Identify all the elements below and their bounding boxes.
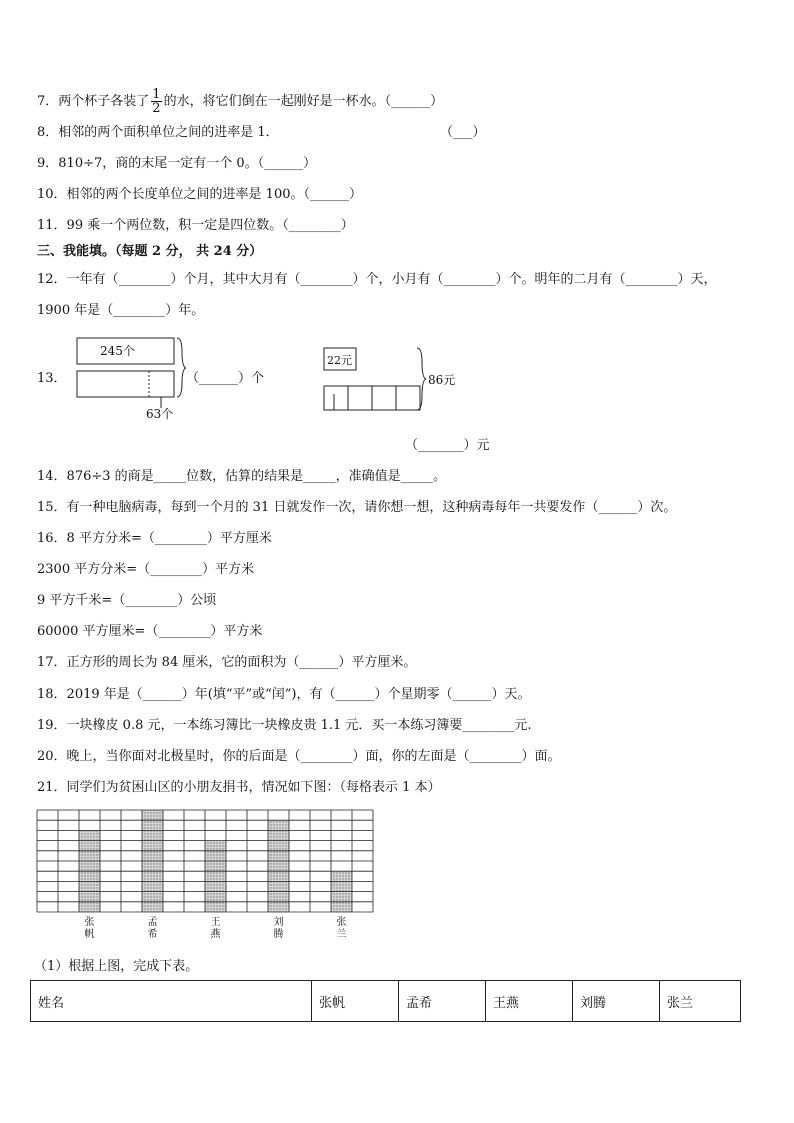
diagram-box-bottom xyxy=(77,371,174,397)
q13-answer-2: （_______）元 xyxy=(405,438,490,453)
q7-text-pre: 7．两个杯子各装了 xyxy=(37,94,150,109)
bar xyxy=(268,820,289,912)
cell-2 xyxy=(348,386,372,410)
category-label: 燕 xyxy=(210,929,221,940)
category-label: 帆 xyxy=(84,929,95,940)
question-12-line1: 12．一年有（________）个月，其中大月有（________）个，小月有（________）个。明年的二月有（________）天， xyxy=(37,272,717,287)
donation-bar-chart xyxy=(36,809,384,949)
table-cell: 刘腾 xyxy=(573,981,660,1022)
q13-diagram-right xyxy=(318,344,468,416)
category-label: 张 xyxy=(84,917,95,928)
category-label: 孟 xyxy=(147,917,158,928)
q8-text: 8．相邻的两个面积单位之间的进率是 1． xyxy=(37,125,279,140)
question-17: 17．正方形的周长为 84 厘米，它的面积为（______）平方厘米。 xyxy=(37,655,417,670)
question-11: 11．99 乘一个两位数，积一定是四位数。（________） xyxy=(37,218,354,233)
table-cell: 王燕 xyxy=(486,981,573,1022)
price-box-label: 22元 xyxy=(327,354,352,367)
total-brace xyxy=(417,348,426,410)
question-12-line2: 1900 年是（________）年。 xyxy=(37,303,205,318)
cell-1 xyxy=(324,386,348,410)
q13-answer-1: （______）个 xyxy=(186,371,265,386)
name-table xyxy=(30,980,741,1022)
section-3-heading: 三、我能填。（每题 2 分， 共 24 分） xyxy=(37,244,263,259)
cell-3 xyxy=(372,386,396,410)
bar xyxy=(205,841,226,912)
q7-text-post: 的水，将它们倒在一起刚好是一杯水。（______） xyxy=(163,94,444,109)
question-21: 21．同学们为贫困山区的小朋友捐书，情况如下图：（每格表示 1 本） xyxy=(37,780,441,795)
diagram-bottom-label: 63个 xyxy=(146,407,174,421)
category-label: 兰 xyxy=(336,929,347,940)
fraction-one-half xyxy=(151,88,161,115)
category-label: 张 xyxy=(336,917,347,928)
question-8 xyxy=(37,124,279,142)
q8-blank: （___） xyxy=(440,125,486,140)
question-16-line4: 60000 平方厘米=（________）平方米 xyxy=(37,624,263,639)
question-16-line1: 16．8 平方分米=（________）平方厘米 xyxy=(37,531,272,546)
table-header-cell: 姓名 xyxy=(31,981,312,1022)
category-label: 希 xyxy=(147,929,158,940)
question-18: 18．2019 年是（______）年(填“平”或“闰”)，有（______）个星期零（______）天。 xyxy=(37,687,531,702)
fraction-numerator: 1 xyxy=(152,87,161,102)
question-7 xyxy=(37,88,443,115)
table-row xyxy=(31,981,741,1022)
table-cell: 孟希 xyxy=(399,981,486,1022)
question-14: 14．876÷3 的商是_____位数，估算的结果是_____，准确值是_____。 xyxy=(37,469,447,484)
question-10: 10．相邻的两个长度单位之间的进率是 100。（______） xyxy=(37,187,362,202)
table-cell: 张兰 xyxy=(660,981,741,1022)
category-label: 王 xyxy=(210,917,221,928)
category-label: 刘 xyxy=(273,917,284,928)
diagram-right-brace xyxy=(177,338,186,397)
cell-4 xyxy=(396,386,420,410)
category-label: 腾 xyxy=(273,929,284,940)
q13-label: 13． xyxy=(37,371,67,386)
question-19: 19．一块橡皮 0.8 元，一本练习簿比一块橡皮贵 1.1 元．买一本练习簿要________元. xyxy=(37,718,532,733)
question-21-part-1: （1）根据上图，完成下表。 xyxy=(34,959,199,974)
question-16-line3: 9 平方千米=（________）公顷 xyxy=(37,593,217,608)
fraction-denominator: 2 xyxy=(152,101,161,116)
table-cell: 张帆 xyxy=(312,981,399,1022)
question-20: 20．晚上，当你面对北极星时，你的后面是（________）面，你的左面是（________）面。 xyxy=(37,749,561,764)
diagram-top-label: 245个 xyxy=(100,344,135,358)
question-15: 15．有一种电脑病毒，每到一个月的 31 日就发作一次，请你想一想，这种病毒每年一共要发作（______）次。 xyxy=(37,500,677,515)
question-16-line2: 2300 平方分米=（________）平方米 xyxy=(37,562,255,577)
total-label: 86元 xyxy=(428,373,456,387)
q13-diagram-left xyxy=(70,332,190,424)
question-9: 9．810÷7，商的末尾一定有一个 0。（______） xyxy=(37,156,317,171)
